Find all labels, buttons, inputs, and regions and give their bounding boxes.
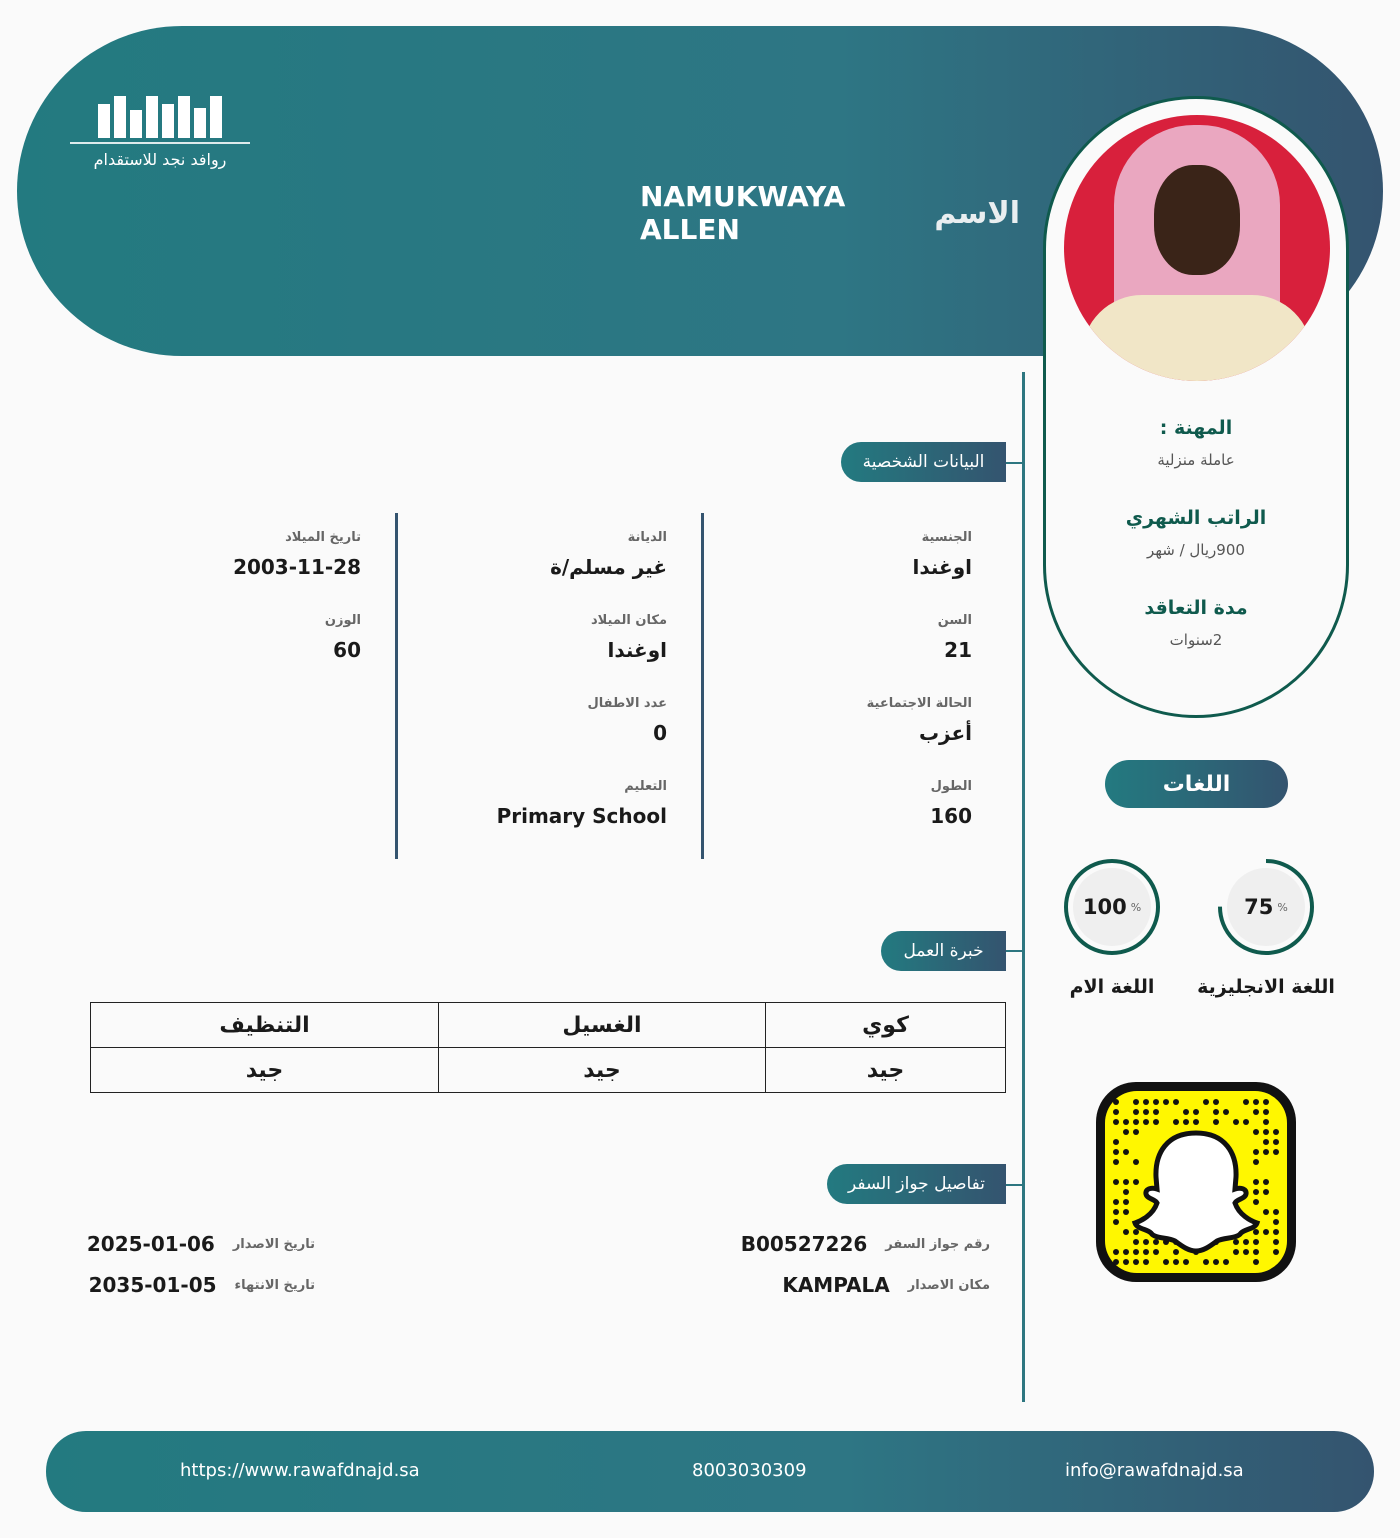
timeline-line (1022, 372, 1025, 1402)
person-photo (1064, 115, 1330, 381)
candidate-name: NAMUKWAYA ALLEN (640, 180, 846, 246)
logo-mark (70, 96, 250, 138)
footer-email-link[interactable]: info@rawafdnajd.sa (1065, 1460, 1244, 1481)
photo-shirt (1082, 295, 1312, 381)
gauge-value (1216, 857, 1316, 957)
section-passport-details: تفاصيل جواز السفر (827, 1164, 1006, 1204)
field-value: اوغندا (607, 638, 667, 662)
experience-table (90, 1002, 1006, 1093)
table-header-row (91, 1003, 1006, 1048)
field-value: 60 (333, 638, 361, 662)
passport-place: KAMPALA (782, 1273, 890, 1297)
profile-side-card (1043, 96, 1349, 718)
table-cell: جيد (439, 1048, 766, 1093)
field-label: الحالة الاجتماعية (866, 696, 972, 711)
gauge-english (1216, 857, 1316, 957)
field-label: الطول (930, 779, 972, 794)
passport-number-label: رقم جواز السفر (885, 1236, 990, 1252)
field-value: 21 (944, 638, 972, 662)
passport-number-row (741, 1232, 990, 1256)
passport-expiry-row (89, 1273, 315, 1297)
passport-expiry-date: 2035-01-05 (88, 1273, 217, 1297)
field-label: تاريخ الميلاد (285, 530, 361, 545)
contract-value: 2سنوات (1169, 631, 1223, 649)
field-marital-status (672, 696, 972, 779)
table-cell: جيد (91, 1048, 439, 1093)
contract-title: مدة التعاقد (1144, 597, 1248, 619)
field-label: مكان الميلاد (590, 613, 667, 628)
field-label: الديانة (627, 530, 667, 545)
candidate-name-row (640, 180, 1020, 246)
table-header-cell: التنظيف (91, 1003, 439, 1048)
field-birthdate (61, 530, 361, 613)
language-name-native: اللغة الام (1069, 976, 1155, 998)
field-label: عدد الاطفال (587, 696, 667, 711)
gauge-native (1062, 857, 1162, 957)
column-divider (701, 513, 704, 859)
field-value: 160 (930, 804, 972, 828)
footer-phone[interactable]: 8003030309 (692, 1460, 807, 1481)
table-cell: جيد (766, 1048, 1006, 1093)
snapcode-inner (1105, 1091, 1287, 1273)
photo-face (1154, 165, 1240, 275)
section-personal-data: البيانات الشخصية (841, 442, 1006, 482)
passport-number: B00527226 (740, 1232, 868, 1256)
field-value: 2003-11-28 (233, 555, 361, 579)
salary-value: 900ريال / شهر (1147, 541, 1245, 559)
brand-logo (70, 96, 250, 169)
field-value: غير مسلم/ة (550, 555, 667, 579)
field-value: اوغندا (912, 555, 972, 579)
personal-col-1 (672, 530, 972, 862)
section-tick (1006, 1184, 1024, 1186)
logo-rule (70, 142, 250, 144)
languages-title: اللغات (1105, 760, 1288, 808)
personal-col-2 (367, 530, 667, 862)
field-weight (61, 613, 361, 696)
logo-tagline: روافد نجد للاستقدام (93, 150, 227, 169)
table-header-cell: الغسيل (439, 1003, 766, 1048)
field-education (367, 779, 667, 862)
section-tick (1006, 462, 1024, 464)
table-header-cell: كوي (766, 1003, 1006, 1048)
section-work-experience: خبرة العمل (881, 931, 1006, 971)
field-nationality (672, 530, 972, 613)
passport-issue-date: 2025-01-06 (86, 1232, 215, 1256)
salary-title: الراتب الشهري (1125, 507, 1267, 529)
passport-place-label: مكان الاصدار (907, 1277, 990, 1293)
field-age (672, 613, 972, 696)
field-children (367, 696, 667, 779)
table-row (91, 1048, 1006, 1093)
column-divider (395, 513, 398, 859)
profession-title: المهنة : (1159, 417, 1233, 439)
footer-bar (46, 1431, 1374, 1512)
side-info (1046, 417, 1346, 687)
passport-expiry-label: تاريخ الانتهاء (234, 1277, 315, 1293)
profession-value: عاملة منزلية (1157, 451, 1235, 469)
snapcode[interactable] (1096, 1082, 1296, 1282)
gauge-percent: % (1277, 900, 1288, 914)
passport-place-row (782, 1273, 990, 1297)
field-value: 0 (653, 721, 667, 745)
personal-col-3 (61, 530, 361, 696)
gauge-number: 75 (1244, 895, 1274, 919)
gauge-percent: % (1130, 900, 1142, 914)
field-value: Primary School (496, 804, 667, 828)
field-birthplace (367, 613, 667, 696)
field-label: السن (937, 613, 972, 628)
snapchat-ghost-icon (1105, 1091, 1287, 1273)
passport-issue-label: تاريخ الاصدار (232, 1236, 315, 1252)
name-label: الاسم (934, 195, 1020, 231)
gauge-value (1062, 857, 1162, 957)
footer-website-link[interactable]: https://www.rawafdnajd.sa (180, 1460, 420, 1481)
passport-issue-row (87, 1232, 315, 1256)
field-label: التعليم (624, 779, 667, 794)
field-label: الوزن (324, 613, 361, 628)
language-name-english: اللغة الانجليزية (1197, 976, 1335, 998)
gauge-number: 100 (1082, 895, 1127, 919)
field-religion (367, 530, 667, 613)
section-tick (1006, 950, 1024, 952)
field-height (672, 779, 972, 862)
field-value: أعزب (918, 721, 972, 745)
field-label: الجنسية (921, 530, 972, 545)
